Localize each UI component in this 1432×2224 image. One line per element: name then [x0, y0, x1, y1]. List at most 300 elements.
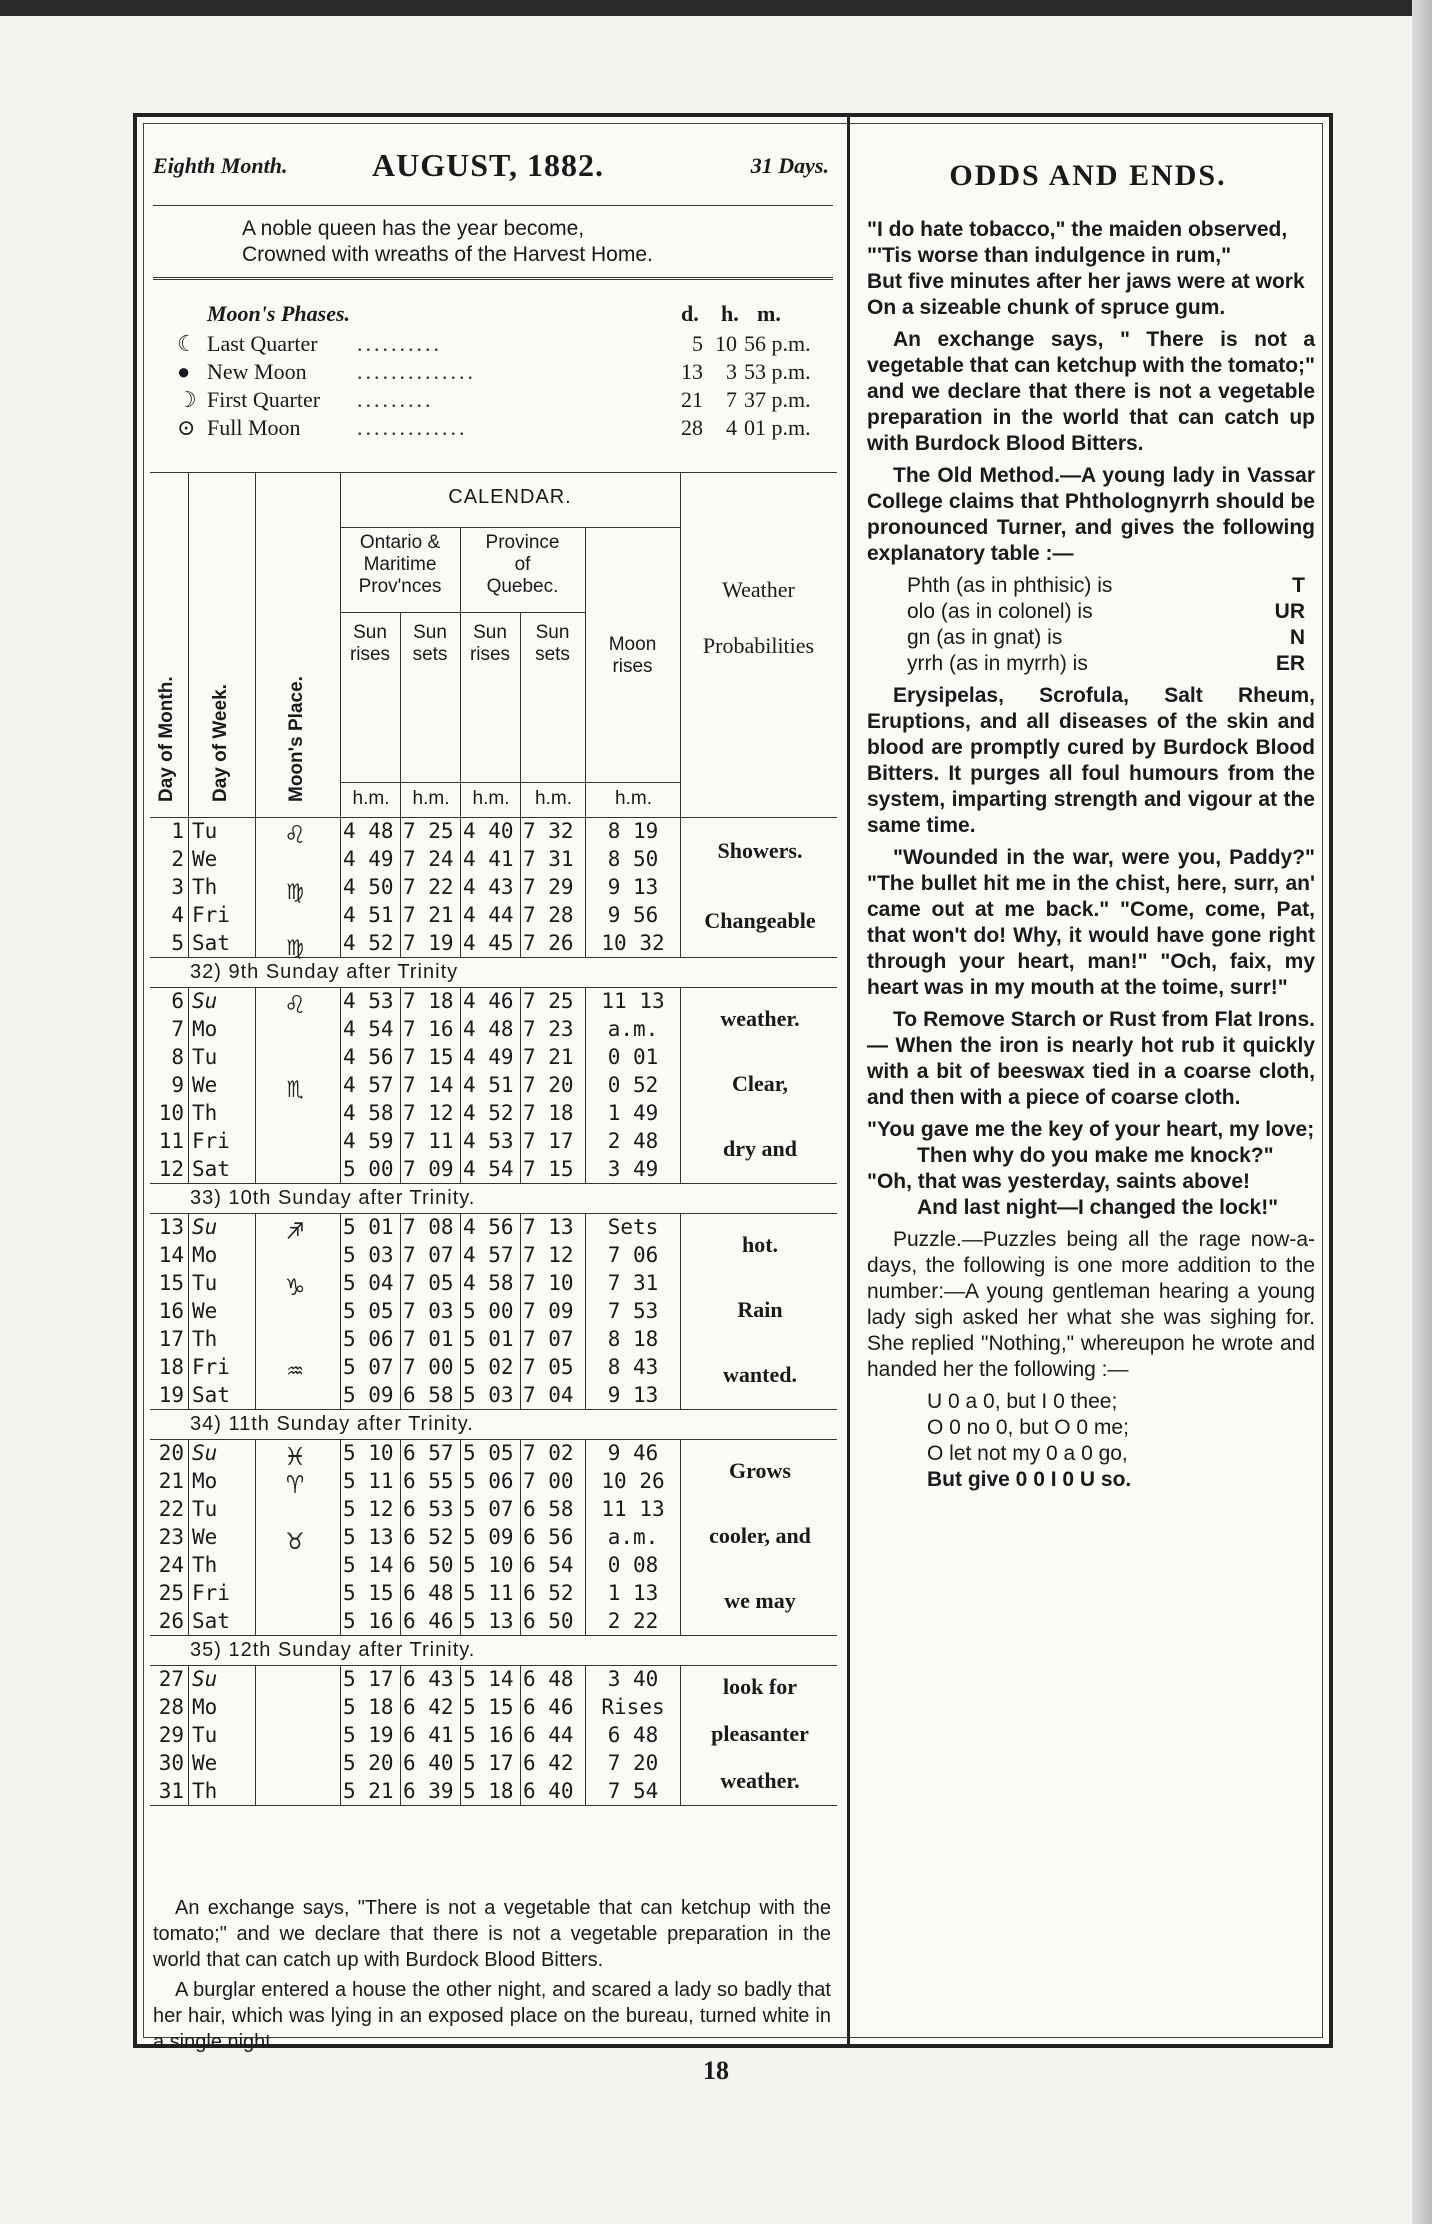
weather-label — [680, 562, 837, 674]
label-line: Sun — [473, 622, 507, 643]
almanac-column — [147, 117, 837, 2053]
grid-line — [340, 527, 680, 528]
grid-line — [188, 472, 189, 817]
phase-hour: 4 — [726, 415, 737, 440]
cell-d: 25 — [158, 1581, 184, 1605]
cell-qs: 7 15 — [523, 1157, 574, 1181]
cell-or: 5 20 — [343, 1751, 394, 1775]
cell-or: 5 14 — [343, 1553, 394, 1577]
cell-mr: 0 08 — [607, 1553, 659, 1577]
cell-mr: 7 53 — [607, 1299, 659, 1323]
sunday-row — [150, 1183, 837, 1213]
cell-qr: 4 52 — [463, 1101, 514, 1125]
table-row — [907, 573, 1315, 599]
cell-qr: 4 53 — [463, 1129, 514, 1153]
grid-line — [150, 1409, 837, 1410]
cell-qs: 7 18 — [523, 1101, 574, 1125]
grid-line — [340, 817, 341, 957]
cell-os: 6 57 — [403, 1441, 454, 1465]
cell-d: 11 — [158, 1129, 184, 1153]
cell-w: Tu — [192, 1497, 218, 1521]
grid-line — [520, 817, 521, 957]
cell-os: 6 50 — [403, 1553, 454, 1577]
rule — [153, 205, 833, 206]
cell-or: 5 01 — [343, 1215, 394, 1239]
quebec-label — [460, 532, 585, 598]
cell-qr: 5 13 — [463, 1609, 514, 1633]
grid-line — [255, 817, 256, 957]
cell-qs: 7 28 — [523, 903, 574, 927]
cell-mr: 9 46 — [607, 1441, 659, 1465]
cell-mr: 8 43 — [607, 1355, 659, 1379]
cell-os: 7 22 — [403, 875, 454, 899]
cell-qr: 4 48 — [463, 1017, 514, 1041]
moons-place-label: Moon's Place. — [286, 676, 307, 802]
cell-qs: 6 50 — [523, 1609, 574, 1633]
cell-or: 4 58 — [343, 1101, 394, 1125]
cell-or: 5 09 — [343, 1383, 394, 1407]
cell-os: 7 15 — [403, 1045, 454, 1069]
cell-d: 4 — [171, 903, 184, 927]
label-line: rises — [469, 644, 511, 665]
cell-w: Mo — [192, 1243, 218, 1267]
cell-os: 7 25 — [403, 819, 454, 843]
sunday-label: 34) 11th Sunday after Trinity. — [190, 1413, 474, 1435]
moon-rises-label — [585, 634, 680, 678]
wounded-paragraph: "Wounded in the war, were you, Paddy?" "The bullet hit me in the chist, here, surr, an' came out at me back." "Come, come, Pat, that won't do! Why, it would have gone right through your heart, man!" "Och, faix, my heart was in my mouth at the toime, surr!" — [867, 846, 1315, 999]
grid-line — [585, 1213, 586, 1409]
cell-w: Fri — [192, 1129, 230, 1153]
table-left: gn (as in gnat) is — [907, 626, 1063, 649]
cell-os: 6 42 — [403, 1695, 454, 1719]
note-paragraph: An exchange says, "There is not a vegetable that can ketchup with the tomato;" and we declare that there is not a vegetable preparation in the world that can catch up with Burdock Blood Bitters. — [153, 1897, 831, 1971]
cell-mr: 8 50 — [607, 847, 659, 871]
grid-line — [340, 612, 585, 613]
hm-label: h.m. — [535, 788, 572, 809]
weather-text: Changeable — [704, 908, 816, 933]
cell-mr: 11 13 — [601, 1497, 665, 1521]
cell-w: Mo — [192, 1469, 218, 1493]
sunday-label: 35) 12th Sunday after Trinity. — [190, 1639, 476, 1661]
cell-w: Su — [192, 1215, 218, 1239]
month-header — [147, 147, 837, 187]
leader-dots: ............. — [357, 415, 468, 440]
cell-w: Tu — [192, 1271, 218, 1295]
weather-text: cooler, and — [709, 1523, 811, 1548]
cell-qs: 7 00 — [523, 1469, 574, 1493]
label-line: sets — [412, 644, 448, 665]
weather-text: Clear, — [731, 1071, 788, 1096]
cell-os: 6 46 — [403, 1609, 454, 1633]
label-line: Sun — [413, 622, 447, 643]
leader-dots: .............. — [357, 359, 476, 384]
grid-line — [150, 987, 837, 988]
cell-or: 5 07 — [343, 1355, 394, 1379]
moon-phase-icon: ● — [177, 359, 191, 384]
cell-qr: 5 18 — [463, 1779, 514, 1803]
cell-d: 8 — [171, 1045, 184, 1069]
cell-qr: 4 45 — [463, 931, 514, 955]
cell-qr: 5 17 — [463, 1751, 514, 1775]
grid-line — [150, 817, 837, 818]
col-m: m. — [757, 301, 781, 326]
table-left: olo (as in colonel) is — [907, 600, 1093, 623]
cell-d: 1 — [171, 819, 184, 843]
cell-qr: 4 58 — [463, 1271, 514, 1295]
cell-w: Sat — [192, 1383, 230, 1407]
cell-os: 7 14 — [403, 1073, 454, 1097]
grid-line — [400, 817, 401, 957]
cell-qr: 4 57 — [463, 1243, 514, 1267]
puzzle-line: O let not my 0 a 0 go, — [927, 1442, 1128, 1465]
sun-sets-label — [520, 622, 585, 666]
grid-line — [150, 1183, 837, 1184]
table-right: ER — [1275, 652, 1305, 675]
sunday-row — [150, 1635, 837, 1665]
grid-line — [255, 987, 256, 1183]
cell-w: Mo — [192, 1017, 218, 1041]
cell-w: We — [192, 847, 218, 871]
grid-line — [460, 817, 461, 957]
cell-os: 7 24 — [403, 847, 454, 871]
grid-line — [520, 1665, 521, 1805]
hm-label: h.m. — [615, 788, 652, 809]
cell-d: 18 — [158, 1355, 184, 1379]
quebec-line: of — [514, 554, 531, 575]
cell-or: 5 12 — [343, 1497, 394, 1521]
moon-phase-icon: ☽ — [177, 387, 197, 412]
cell-mr: 1 13 — [607, 1581, 659, 1605]
cell-or: 5 03 — [343, 1243, 394, 1267]
verse-line: "I do hate tobacco," the maiden observed, — [867, 218, 1288, 241]
puzzle-line: O 0 no 0, but O 0 me; — [927, 1416, 1129, 1439]
table-row — [907, 625, 1315, 651]
cell-qr: 4 54 — [463, 1157, 514, 1181]
cell-or: 5 05 — [343, 1299, 394, 1323]
cell-or: 4 49 — [343, 847, 394, 871]
zodiac-sign-icon: ♐ — [286, 1213, 304, 1246]
label-line: Moon — [608, 634, 657, 655]
cell-or: 4 51 — [343, 903, 394, 927]
grid-line — [460, 1665, 461, 1805]
verse-line: "Oh, that was yesterday, saints above! — [867, 1170, 1251, 1193]
page-number: 18 — [703, 2056, 729, 2085]
zodiac-sign-icon: ♑ — [286, 1269, 304, 1302]
table-row — [907, 599, 1315, 625]
weather-text: hot. — [741, 1231, 779, 1257]
cell-qr: 4 49 — [463, 1045, 514, 1069]
grid-line — [150, 957, 837, 958]
cell-qr: 4 40 — [463, 819, 514, 843]
calendar-row — [150, 1269, 837, 1297]
cell-d: 30 — [158, 1751, 184, 1775]
cell-w: Su — [192, 1667, 218, 1691]
cell-qs: 7 23 — [523, 1017, 574, 1041]
calendar-row — [150, 1099, 837, 1127]
ontario-line: Prov'nces — [358, 576, 442, 597]
grid-line — [340, 1665, 341, 1805]
puzzle-line: But give 0 0 I 0 U so. — [927, 1468, 1132, 1491]
weather-text: pleasanter — [711, 1721, 809, 1746]
zodiac-sign-icon: ♒ — [286, 1353, 304, 1386]
cell-mr: 9 56 — [607, 903, 659, 927]
weather-text: weather. — [720, 1767, 800, 1793]
cell-mr: 8 19 — [607, 819, 659, 843]
cell-mr: 0 52 — [607, 1073, 659, 1097]
pronunciation-table — [907, 573, 1315, 677]
cell-mr: 3 49 — [607, 1157, 659, 1181]
cell-os: 7 12 — [403, 1101, 454, 1125]
verse-line: And last night—I changed the lock!" — [917, 1196, 1279, 1219]
hm-label: h.m. — [352, 788, 390, 809]
cell-w: Sat — [192, 1609, 230, 1633]
month-title: AUGUST, 1882. — [372, 147, 604, 183]
odds-title: ODDS AND ENDS. — [949, 159, 1227, 192]
cell-mr: 11 13 — [601, 989, 665, 1013]
grid-line — [255, 1665, 256, 1805]
grid-line — [150, 1439, 837, 1440]
grid-line — [188, 1213, 189, 1409]
grid-line — [520, 987, 521, 1183]
grid-line — [255, 1213, 256, 1409]
cell-mr: 9 13 — [607, 1383, 659, 1407]
rule — [153, 277, 833, 280]
table-left: Phth (as in phthisic) is — [907, 574, 1113, 597]
zodiac-sign-icon: ♏ — [286, 1071, 304, 1104]
verse-line: But five minutes after her jaws were at work — [867, 270, 1305, 293]
cell-qs: 6 44 — [523, 1723, 574, 1747]
column-divider — [847, 117, 850, 2044]
zodiac-sign-icon: ♌ — [286, 817, 304, 850]
cell-qs: 6 52 — [523, 1581, 574, 1605]
grid-line — [188, 1439, 189, 1635]
odds-text — [867, 217, 1315, 1493]
cell-qs: 7 13 — [523, 1215, 574, 1239]
grid-line — [400, 1439, 401, 1635]
cell-mr: 7 54 — [607, 1779, 659, 1803]
phase-minute: 56 p.m. — [744, 331, 811, 356]
cell-qr: 5 10 — [463, 1553, 514, 1577]
phase-day: 13 — [681, 359, 703, 384]
cell-qs: 6 42 — [523, 1751, 574, 1775]
cell-qr: 4 56 — [463, 1215, 514, 1239]
cell-qr: 5 09 — [463, 1525, 514, 1549]
cell-w: Mo — [192, 1695, 218, 1719]
grid-line — [680, 1213, 681, 1409]
puzzle-line: U 0 a 0, but I 0 thee; — [927, 1390, 1118, 1413]
verse — [242, 216, 653, 268]
grid-line — [460, 987, 461, 1183]
quebec-line: Province — [485, 532, 560, 553]
calendar-row — [150, 1495, 837, 1523]
hm-label: h.m. — [472, 788, 510, 809]
cell-os: 7 00 — [403, 1355, 454, 1379]
cell-qs: 7 21 — [523, 1045, 574, 1069]
notes — [153, 1895, 831, 2059]
phase-minute: 37 p.m. — [744, 387, 811, 412]
label-line: Probabilities — [702, 633, 815, 658]
cell-qr: 5 16 — [463, 1723, 514, 1747]
cell-or: 5 06 — [343, 1327, 394, 1351]
phase-name: Last Quarter — [207, 331, 318, 356]
grid-line — [680, 817, 681, 957]
page-frame — [133, 113, 1333, 2053]
cell-mr: 2 48 — [607, 1129, 659, 1153]
calendar-row — [150, 873, 837, 901]
cell-qs: 7 32 — [523, 819, 574, 843]
cell-qr: 5 01 — [463, 1327, 514, 1351]
cell-w: Fri — [192, 1581, 230, 1605]
cell-os: 7 07 — [403, 1243, 454, 1267]
cell-w: Su — [192, 1441, 218, 1465]
cell-d: 29 — [158, 1723, 184, 1747]
odds-and-ends-column — [859, 117, 1317, 2044]
grid-line — [680, 1665, 681, 1805]
label-line: Sun — [353, 622, 387, 643]
exchange-paragraph: An exchange says, " There is not a vegetable that can ketchup with the tomato;" and we declare that there is not a vegetable preparation in the world that can catch up with Burdock Blood Bitters. — [867, 328, 1315, 455]
cell-w: Th — [192, 1327, 218, 1351]
cell-d: 7 — [171, 1017, 184, 1041]
grid-line — [400, 1213, 401, 1409]
cell-d: 20 — [158, 1441, 184, 1465]
phase-name: New Moon — [207, 359, 307, 384]
cell-os: 7 09 — [403, 1157, 454, 1181]
cell-w: Fri — [192, 903, 230, 927]
cell-w: Th — [192, 875, 218, 899]
grid-line — [150, 1635, 837, 1636]
cell-w: Th — [192, 1101, 218, 1125]
sun-rises-label — [460, 622, 520, 666]
grid-line — [680, 1439, 681, 1635]
verse-line: "'Tis worse than indulgence in rum," — [867, 244, 1232, 267]
zodiac-sign-icon: ♍ — [286, 929, 304, 962]
cell-qs: 6 40 — [523, 1779, 574, 1803]
cell-d: 10 — [158, 1101, 184, 1125]
cell-d: 16 — [158, 1299, 184, 1323]
cell-or: 5 10 — [343, 1441, 394, 1465]
weather-text: dry and — [723, 1136, 797, 1162]
grid-line — [340, 987, 341, 1183]
cell-mr: a.m. — [607, 1017, 659, 1041]
cell-or: 4 56 — [343, 1045, 394, 1069]
cell-or: 4 57 — [343, 1073, 394, 1097]
cell-d: 22 — [158, 1497, 184, 1521]
verse-line: "You gave me the key of your heart, my love; — [867, 1118, 1315, 1141]
col-d: d. — [681, 301, 699, 326]
top-edge — [0, 0, 1432, 16]
phases-title: Moon's Phases. — [207, 301, 351, 326]
cell-qs: 6 48 — [523, 1667, 574, 1691]
zodiac-sign-icon: ♓ — [286, 1439, 304, 1472]
phase-day: 21 — [681, 387, 703, 412]
hm-label: h.m. — [412, 788, 450, 809]
phase-day: 5 — [692, 331, 703, 356]
phase-hour: 3 — [726, 359, 737, 384]
verse-line: A noble queen has the year become, — [242, 217, 585, 240]
cell-or: 5 16 — [343, 1609, 394, 1633]
calendar-header — [150, 472, 837, 817]
cell-qs: 7 26 — [523, 931, 574, 955]
label-line: rises — [349, 644, 391, 665]
cell-qr: 4 41 — [463, 847, 514, 871]
cell-mr: Rises — [601, 1695, 665, 1719]
cell-w: Su — [192, 989, 218, 1013]
cell-os: 6 48 — [403, 1581, 454, 1605]
cell-w: Tu — [192, 1045, 218, 1069]
cell-mr: 8 18 — [607, 1327, 659, 1351]
cell-w: Fri — [192, 1355, 230, 1379]
calendar-row — [150, 1551, 837, 1579]
phase-name: First Quarter — [207, 387, 321, 412]
cell-qr: 5 14 — [463, 1667, 514, 1691]
grid-line — [255, 472, 256, 817]
table-right: UR — [1274, 600, 1305, 623]
weather-text: we may — [724, 1588, 796, 1614]
cell-d: 26 — [158, 1609, 184, 1633]
grid-line — [460, 1439, 461, 1635]
cell-w: We — [192, 1525, 218, 1549]
cell-os: 7 19 — [403, 931, 454, 955]
cell-os: 7 11 — [403, 1129, 454, 1153]
cell-os: 7 16 — [403, 1017, 454, 1041]
cell-qs: 7 07 — [523, 1327, 574, 1351]
grid-line — [255, 1439, 256, 1635]
puzzle-paragraph: Puzzle.—Puzzles being all the rage now-a-days, the following is one more addition to the number:—A young gentleman hearing a young lady sigh asked her what she was sighing for. She replied "Nothing," whereupon he wrote and handed her the following :— — [867, 1228, 1315, 1381]
cell-qr: 5 00 — [463, 1299, 514, 1323]
cell-w: Th — [192, 1779, 218, 1803]
cell-or: 5 21 — [343, 1779, 394, 1803]
moon-phase-icon: ☾ — [177, 331, 197, 356]
cell-or: 5 00 — [343, 1157, 394, 1181]
cell-d: 28 — [158, 1695, 184, 1719]
cell-d: 27 — [158, 1667, 184, 1691]
cell-d: 19 — [158, 1383, 184, 1407]
cell-qs: 7 09 — [523, 1299, 574, 1323]
cell-os: 7 05 — [403, 1271, 454, 1295]
cell-d: 31 — [158, 1779, 184, 1803]
cell-mr: 0 01 — [607, 1045, 659, 1069]
phase-day: 28 — [681, 415, 703, 440]
cell-qr: 5 15 — [463, 1695, 514, 1719]
ontario-label — [340, 532, 460, 598]
days-label: 31 Days. — [750, 153, 829, 178]
cell-os: 7 01 — [403, 1327, 454, 1351]
grid-line — [520, 1439, 521, 1635]
cell-qs: 7 20 — [523, 1073, 574, 1097]
cell-d: 3 — [171, 875, 184, 899]
cell-mr: 7 31 — [607, 1271, 659, 1295]
ontario-line: Maritime — [363, 554, 437, 575]
cell-d: 6 — [171, 989, 184, 1013]
grid-line — [400, 1665, 401, 1805]
cell-w: We — [192, 1073, 218, 1097]
cell-qs: 7 29 — [523, 875, 574, 899]
puzzle-answer — [927, 1389, 1315, 1493]
cell-os: 7 03 — [403, 1299, 454, 1323]
grid-line — [585, 1665, 586, 1805]
cell-mr: 7 20 — [607, 1751, 659, 1775]
label-line: Weather — [722, 577, 795, 602]
cell-or: 5 18 — [343, 1695, 394, 1719]
grid-line — [585, 817, 586, 957]
phase-minute: 01 p.m. — [744, 415, 811, 440]
cell-d: 17 — [158, 1327, 184, 1351]
cell-d: 2 — [171, 847, 184, 871]
cell-os: 6 55 — [403, 1469, 454, 1493]
day-of-week-label: Day of Week. — [210, 684, 231, 802]
cell-or: 4 54 — [343, 1017, 394, 1041]
cell-qr: 5 06 — [463, 1469, 514, 1493]
